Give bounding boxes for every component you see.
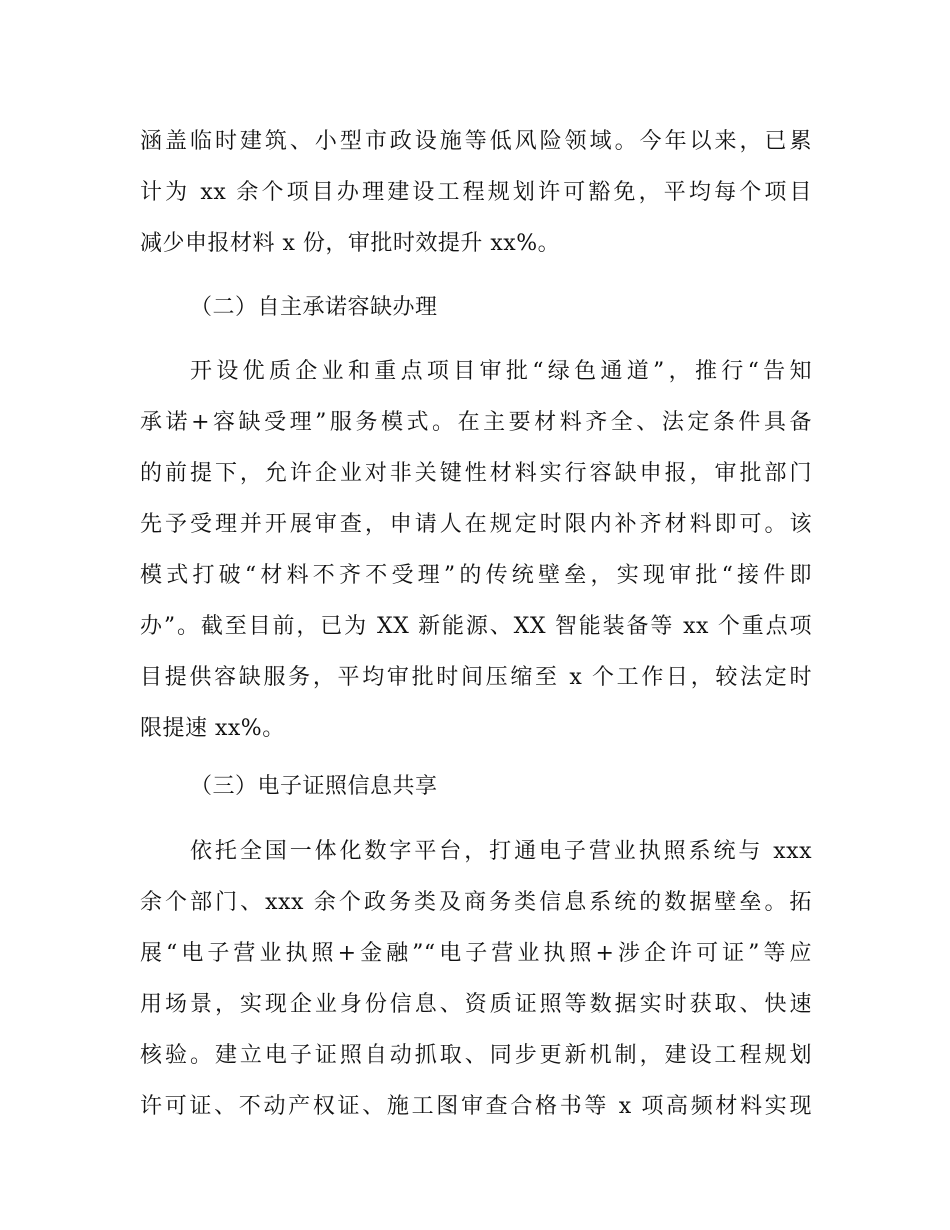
body-paragraph-line: 许可证、不动产权证、施工图审查合格书等 x 项高频材料实现 [140, 1094, 812, 1119]
body-paragraph-line: 展“电子营业执照+金融”“电子营业执照+涉企许可证”等应 [140, 941, 812, 966]
body-paragraph-line: 办”。截至目前，已为 XX 新能源、XX 智能装备等 xx 个重点项 [140, 614, 812, 639]
section-heading: （二）自主承诺容缺办理 [190, 295, 438, 320]
section-heading: （三）电子证照信息共享 [190, 774, 438, 799]
body-paragraph-line: 开设优质企业和重点项目审批“绿色通道”，推行“告知 [190, 359, 812, 384]
body-paragraph-line: 模式打破“材料不齐不受理”的传统壁垒，实现审批“接件即 [140, 563, 812, 588]
body-paragraph-line: 承诺+容缺受理”服务模式。在主要材料齐全、法定条件具备 [140, 410, 812, 435]
body-paragraph-line: 限提速 xx%。 [140, 716, 285, 741]
body-paragraph-line: 减少申报材料 x 份，审批时效提升 xx%。 [140, 231, 561, 256]
body-paragraph-line: 依托全国一体化数字平台，打通电子营业执照系统与 xxx [190, 839, 812, 864]
body-paragraph-line: 的前提下，允许企业对非关键性材料实行容缺申报，审批部门 [140, 461, 812, 486]
body-paragraph-line: 涵盖临时建筑、小型市政设施等低风险领域。今年以来，已累 [140, 129, 812, 154]
body-paragraph-line: 计为 xx 余个项目办理建设工程规划许可豁免，平均每个项目 [140, 180, 812, 205]
body-paragraph-line: 目提供容缺服务，平均审批时间压缩至 x 个工作日，较法定时 [140, 665, 812, 690]
body-paragraph-line: 余个部门、xxx 余个政务类及商务类信息系统的数据壁垒。拓 [140, 890, 812, 915]
body-paragraph-line: 用场景，实现企业身份信息、资质证照等数据实时获取、快速 [140, 992, 812, 1017]
body-paragraph-line: 先予受理并开展审查，申请人在规定时限内补齐材料即可。该 [140, 512, 812, 537]
body-paragraph-line: 核验。建立电子证照自动抓取、同步更新机制，建设工程规划 [140, 1043, 812, 1068]
